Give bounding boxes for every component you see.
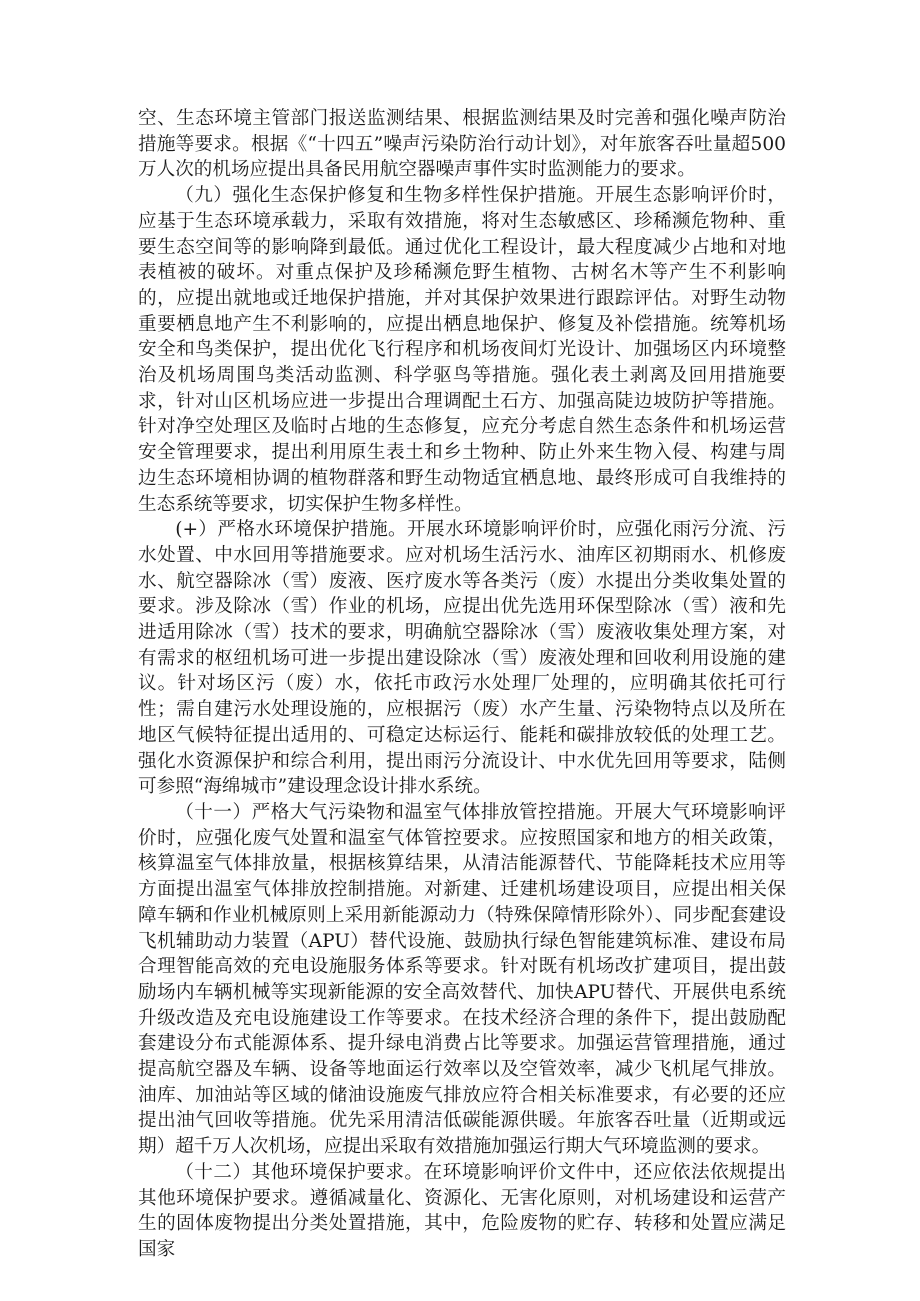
paragraph-section-11-air: （十一）严格大气污染物和温室气体排放管控措施。开展大气环境影响评价时，应强化废气处置和温室气体管控要求。应按照国家和地方的相关政策，核算温室气体排放量，根据核算结果，从清洁能源替代、节能降耗技术应用等方面提出温室气体排放控制措施。对新建、迁建机场建设项目，应提出相关保障车辆和作业机械原则上采用新能源动力（特殊保障情形除外）、同步配套建设飞机辅助动力装置（APU）替代设施、鼓励执行绿色智能建筑标准、建设布局合理智能高效的充电设施服务体系等要求。针对既有机场改扩建项目，提出鼓励场内车辆机械等实现新能源的安全高效替代、加快APU替代、开展供电系统升级改造及充电设施建设工作等要求。在技术经济合理的条件下，提出鼓励配套建设分布式能源体系、提升绿电消费占比等要求。加强运营管理措施，通过提高航空器及车辆、设备等地面运行效率以及空管效率，减少飞机尾气排放。油库、加油站等区域的储油设施废气排放应符合相关标准要求，有必要的还应提出油气回收等措施。优先采用清洁低碳能源供暖。年旅客吞吐量（近期或远期）超千万人次机场，应提出采取有效措施加强运行期大气环境监测的要求。 (138, 801, 786, 1158)
paragraph-section-10-water: (+）严格水环境保护措施。开展水环境影响评价时，应强化雨污分流、污水处置、中水回用等措施要求。应对机场生活污水、油库区初期雨水、机修废水、航空器除冰（雪）废液、医疗废水等各类污（废）水提出分类收集处置的要求。涉及除冰（雪）作业的机场，应提出优先选用环保型除冰（雪）液和先进适用除冰（雪）技术的要求，明确航空器除冰（雪）废液收集处理方案，对有需求的枢纽机场可进一步提出建设除冰（雪）废液处理和回收利用设施的建议。针对场区污（废）水，依托市政污水处理厂处理的，应明确其依托可行性；需自建污水处理设施的，应根据污（废）水产生量、污染物特点以及所在地区气候特征提出适用的、可稳定达标运行、能耗和碳排放较低的处理工艺。强化水资源保护和综合利用，提出雨污分流设计、中水优先回用等要求，陆侧可参照“海绵城市”建设理念设计排水系统。 (138, 519, 786, 798)
paragraph-section-12-other: （十二）其他环境保护要求。在环境影响评价文件中，还应依法依规提出其他环境保护要求。遵循减量化、资源化、无害化原则，对机场建设和运营产生的固体废物提出分类处置措施，其中，危险废物的贮存、转移和处置应满足国家 (138, 1161, 786, 1260)
paragraph-section-9-ecology: （九）强化生态保护修复和生物多样性保护措施。开展生态影响评价时，应基于生态环境承载力，采取有效措施，将对生态敏感区、珍稀濒危物种、重要生态空间等的影响降到最低。通过优化工程设计，最大程度减少占地和对地表植被的破坏。对重点保护及珍稀濒危野生植物、古树名木等产生不利影响的，应提出就地或迁地保护措施，并对其保护效果进行跟踪评估。对野生动物重要栖息地产生不利影响的，应提出栖息地保护、修复及补偿措施。统筹机场安全和鸟类保护，提出优化飞行程序和机场夜间灯光设计、加强场区内环境整治及机场周围鸟类活动监测、科学驱鸟等措施。强化表土剥离及回用措施要求，针对山区机场应进一步提出合理调配土石方、加强高陡边坡防护等措施。针对净空处理区及临时占地的生态修复，应充分考虑自然生态条件和机场运营安全管理要求，提出利用原生表土和乡土物种、防止外来生物入侵、构建与周边生态环境相协调的植物群落和野生动物适宜栖息地、最终形成可自我维持的生态系统等要求，切实保护生物多样性。 (138, 185, 786, 515)
paragraph-intro-continued: 空、生态环境主管部门报送监测结果、根据监测结果及时完善和强化噪声防治措施等要求。根据《“十四五”噪声污染防治行动计划》，对年旅客吞吐量超500万人次的机场应提出具备民用航空器噪声事件实时监测能力的要求。 (138, 108, 786, 181)
document-body (138, 106, 786, 1263)
